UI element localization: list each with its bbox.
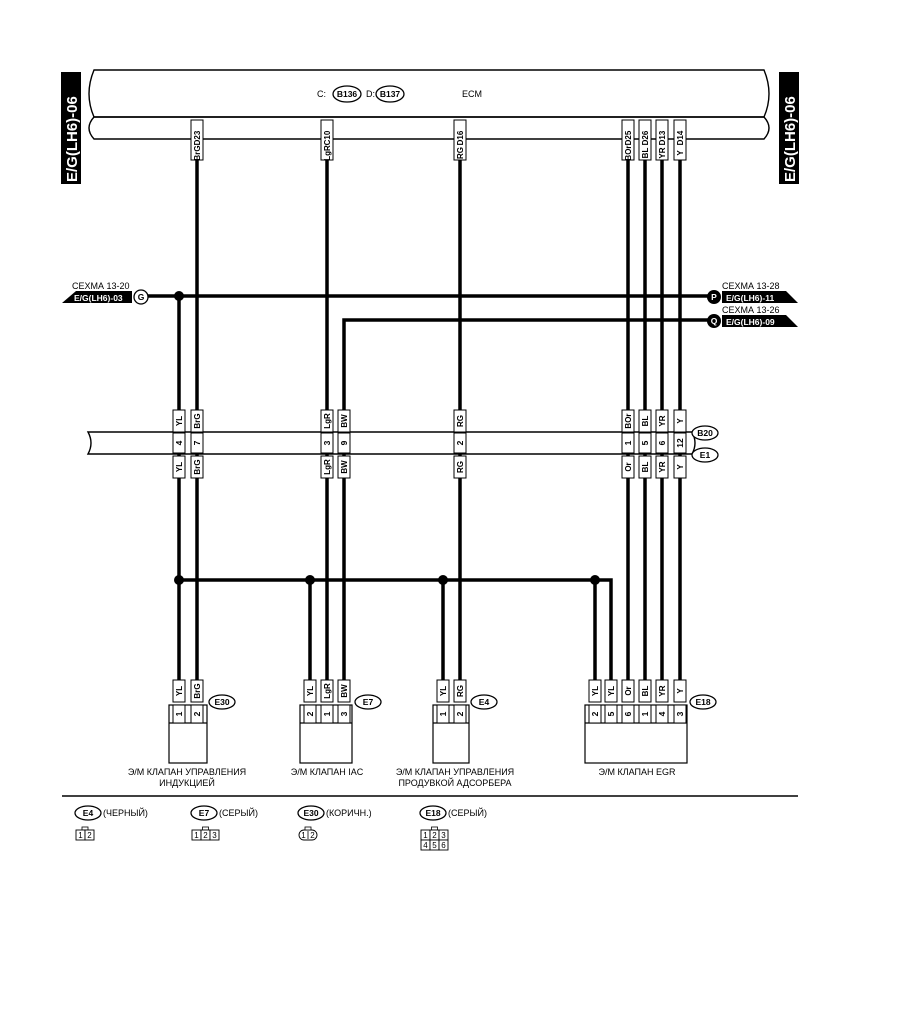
legend-cell: 1 — [194, 831, 199, 840]
component-caption: Э/М КЛАПАН УПРАВЛЕНИЯ — [395, 767, 515, 777]
legend-id: E7 — [198, 808, 210, 818]
right-page-tab — [779, 72, 799, 184]
junction-pin: 5 — [640, 440, 650, 446]
svg-text:BL: BL — [641, 147, 650, 159]
legend-cell: 1 — [78, 831, 83, 840]
junction-wire — [622, 410, 634, 478]
component-pin-color: RG — [456, 685, 465, 697]
junction-dots — [174, 291, 600, 585]
junction-lower-color: YR — [658, 461, 667, 473]
component-pin-number: 2 — [455, 711, 465, 717]
ecm-terminal — [454, 120, 466, 160]
component-caption-line2: ПРОДУВКОЙ АДСОРБЕРА — [398, 778, 512, 788]
component-pin — [454, 680, 466, 723]
junction-pin: 4 — [174, 440, 184, 446]
component-pin-color: BL — [641, 685, 650, 697]
legend-id: E30 — [303, 808, 319, 818]
component-caption: Э/М КЛАПАН IAC — [290, 767, 364, 777]
legend-id: E18 — [425, 808, 441, 818]
connector-legend — [75, 806, 487, 850]
component-pin — [304, 680, 316, 723]
ecm-connector-c-prefix: C: — [317, 89, 326, 99]
component-pin — [639, 680, 651, 723]
ecm-terminal — [321, 120, 333, 161]
component-pin-color: LgR — [323, 683, 332, 699]
junction-pin: 7 — [192, 440, 202, 446]
junction-pin: 3 — [322, 440, 332, 446]
component-caption: Э/М КЛАПАН EGR — [598, 767, 676, 777]
component-pin — [173, 680, 185, 723]
ecm-connector-d-id: B137 — [379, 89, 401, 99]
component-pin — [674, 680, 686, 723]
component-pin-number: 3 — [339, 711, 349, 717]
junction-upper-color: YL — [175, 415, 184, 427]
legend-desc: (ЧЕРНЫЙ) — [103, 808, 148, 818]
svg-text:D14: D14 — [676, 130, 685, 146]
legend-desc: (СЕРЫЙ) — [219, 808, 258, 818]
component-pin-color: YL — [306, 685, 315, 697]
splice-dot — [438, 575, 448, 585]
legend-cell: 3 — [441, 831, 446, 840]
junction-lower-color: Y — [676, 464, 685, 470]
component-pin-number: 1 — [322, 711, 332, 717]
splice-dot — [174, 291, 184, 301]
junction-wire — [321, 410, 333, 478]
junction-lower-color: BL — [641, 461, 650, 473]
ecm-connector-d-prefix: D: — [366, 89, 375, 99]
legend-cell: 2 — [87, 831, 92, 840]
legend-cell: 2 — [203, 831, 208, 840]
link-right-q-ref: СЕХМА 13-26 — [722, 305, 780, 315]
component-pin-number: 1 — [438, 711, 448, 717]
junction-upper-color: LgR — [323, 413, 332, 429]
component-pin-color: YL — [439, 685, 448, 697]
junction-pin: 2 — [455, 440, 465, 446]
right-page-tab-label: E/G(LH6)-06 — [782, 96, 799, 182]
link-right-p-ref: СЕХМА 13-28 — [722, 281, 780, 291]
component-e30[interactable] — [128, 680, 246, 788]
component-pin-number: 4 — [657, 711, 667, 717]
component-pin-color: BW — [340, 684, 349, 698]
legend-cell: 3 — [212, 831, 217, 840]
junction-wire — [674, 410, 686, 478]
component-pin-color: YL — [175, 685, 184, 697]
link-left-letter: G — [137, 292, 145, 302]
component-pin-color: BrG — [193, 683, 202, 699]
junction-upper-color: YR — [658, 415, 667, 427]
component-pin — [622, 680, 634, 723]
legend-desc: (СЕРЫЙ) — [448, 808, 487, 818]
component-pin — [605, 680, 617, 723]
legend-e30 — [298, 806, 372, 840]
component-pin — [589, 680, 601, 723]
component-pin-number: 2 — [590, 711, 600, 717]
svg-text:D23: D23 — [193, 130, 202, 146]
legend-cell: 2 — [432, 831, 437, 840]
link-right-q-letter: Q — [710, 316, 718, 326]
link-right-q-tab: E/G(LH6)-09 — [726, 317, 775, 327]
components — [128, 680, 716, 788]
ecm-terminal — [656, 120, 668, 160]
component-pin-number: 3 — [675, 711, 685, 717]
junction-wire — [173, 410, 185, 478]
junction-upper-color: RG — [456, 415, 465, 427]
legend-cell: 1 — [423, 831, 428, 840]
junction-pin: 12 — [675, 438, 685, 448]
component-e18[interactable] — [585, 680, 716, 777]
svg-text:YR: YR — [658, 147, 667, 159]
component-pin-color: Or — [624, 686, 633, 696]
junction-pin: 1 — [623, 440, 633, 446]
junction-lower-color: YL — [175, 461, 184, 473]
ecm-terminals — [191, 120, 686, 161]
left-page-tab-label: E/G(LH6)-06 — [64, 96, 81, 182]
component-pin-number: 1 — [640, 711, 650, 717]
ecm-terminal — [622, 120, 634, 161]
legend-cell: 4 — [423, 841, 428, 850]
junction-wire — [338, 410, 350, 478]
ecm-title: ECM — [462, 89, 482, 99]
junction-upper-color: BL — [641, 415, 650, 427]
legend-e4 — [75, 806, 148, 840]
link-left-ref: СЕХМА 13-20 — [72, 281, 130, 291]
junction-wire — [639, 410, 651, 478]
ecm-terminal — [674, 120, 686, 160]
svg-text:RG: RG — [456, 147, 465, 159]
component-id: E18 — [695, 697, 711, 707]
junction-lower-color: LgR — [323, 459, 332, 475]
component-id: E30 — [214, 697, 230, 707]
component-pin-color: YL — [591, 685, 600, 697]
splice-dot — [174, 575, 184, 585]
link-right-p-tab: E/G(LH6)-11 — [726, 293, 775, 303]
svg-text:D16: D16 — [456, 130, 465, 146]
link-left-tab: E/G(LH6)-03 — [74, 293, 123, 303]
ecm-terminal — [639, 120, 651, 160]
svg-text:BOr: BOr — [624, 145, 633, 161]
junction-upper-color: BW — [340, 414, 349, 428]
link-right-q[interactable] — [707, 305, 798, 328]
component-caption: Э/М КЛАПАН УПРАВЛЕНИЯ — [127, 767, 247, 777]
component-pin-number: 1 — [174, 711, 184, 717]
legend-id: E4 — [82, 808, 94, 818]
component-pin-number: 2 — [192, 711, 202, 717]
junction-lower-id: E1 — [699, 450, 711, 460]
junction-upper-color: BrG — [193, 413, 202, 429]
junction-upper-color: Y — [676, 418, 685, 424]
component-pin-number: 6 — [623, 711, 633, 717]
component-pin-color: Y — [676, 688, 685, 694]
ecm-connector-c-id: B136 — [336, 89, 358, 99]
link-right-p[interactable] — [707, 281, 798, 304]
svg-text:Y: Y — [676, 150, 685, 156]
splice-dot — [590, 575, 600, 585]
junction-wire — [656, 410, 668, 478]
ecm-terminal — [191, 120, 203, 161]
component-pin — [321, 680, 333, 723]
splice-dot — [305, 575, 315, 585]
component-pin — [338, 680, 350, 723]
junction-lower-color: RG — [456, 461, 465, 473]
svg-text:BrG: BrG — [193, 145, 202, 161]
junction-pin: 9 — [339, 440, 349, 446]
legend-cell: 5 — [432, 841, 437, 850]
legend-cell: 2 — [310, 831, 315, 840]
link-right-p-letter: P — [711, 292, 717, 302]
component-e4[interactable] — [396, 680, 514, 788]
junction-lower-color: BW — [340, 460, 349, 474]
component-pin-number: 2 — [305, 711, 315, 717]
component-pin — [656, 680, 668, 723]
svg-text:LgR: LgR — [323, 145, 332, 161]
junction-wire — [191, 410, 203, 478]
component-pin — [437, 680, 449, 723]
junction-upper-color: BOr — [624, 413, 633, 429]
junction-pins — [173, 410, 686, 478]
left-page-tab — [61, 72, 81, 184]
junction-pin: 6 — [657, 440, 667, 446]
junction-upper-id: B20 — [697, 428, 713, 438]
component-caption-line2: ИНДУКЦИЕЙ — [159, 778, 215, 788]
junction-wire — [454, 410, 466, 478]
svg-text:D26: D26 — [641, 130, 650, 146]
link-left-g[interactable] — [62, 281, 148, 304]
component-id: E7 — [362, 697, 374, 707]
junction-lower-color: Or — [624, 462, 633, 472]
svg-text:C10: C10 — [323, 130, 332, 146]
component-id: E4 — [478, 697, 490, 707]
legend-desc: (КОРИЧН.) — [326, 808, 372, 818]
component-pin-color: YL — [607, 685, 616, 697]
component-pin-number: 5 — [606, 711, 616, 717]
component-pin — [191, 680, 203, 723]
svg-text:D25: D25 — [624, 130, 633, 146]
svg-text:D13: D13 — [658, 130, 667, 146]
component-pin-color: YR — [658, 685, 667, 697]
component-e7[interactable] — [291, 680, 381, 777]
legend-e18 — [420, 806, 487, 850]
legend-cell: 1 — [301, 831, 306, 840]
junction-lower-color: BrG — [193, 459, 202, 475]
legend-e7 — [191, 806, 258, 840]
legend-cell: 6 — [441, 841, 446, 850]
